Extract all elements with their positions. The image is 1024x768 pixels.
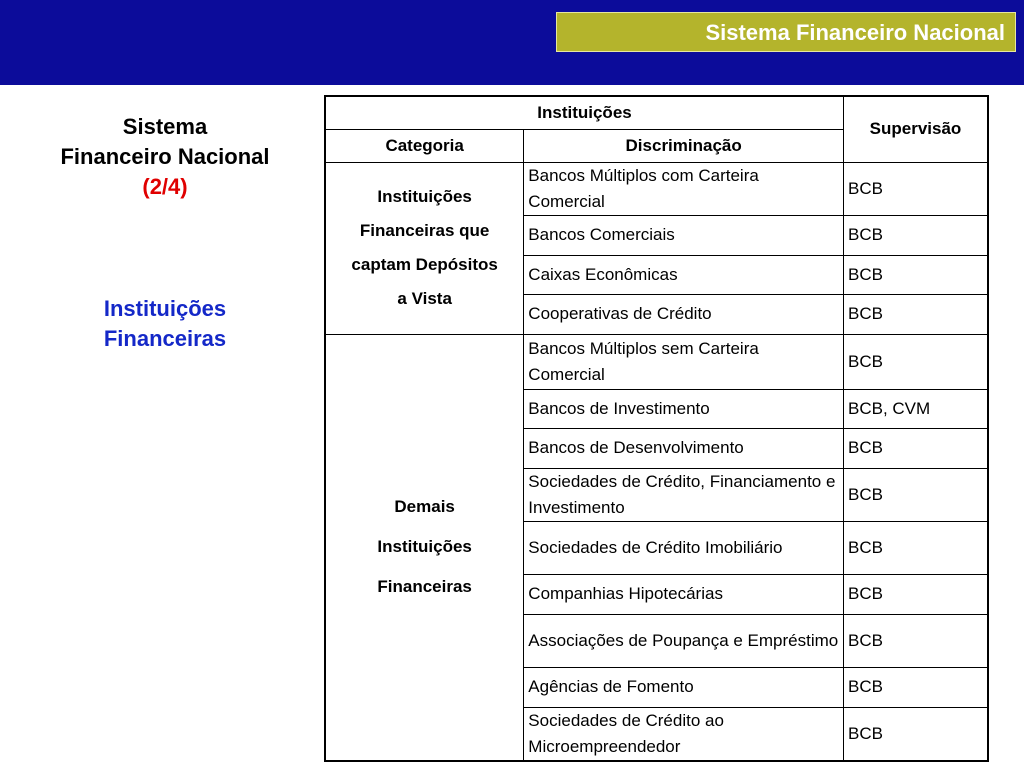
- category-line: captam Depósitos: [351, 255, 498, 274]
- supervisao-cell: BCB: [844, 215, 989, 255]
- discriminacao-cell: Bancos Múltiplos com Carteira Comercial: [524, 162, 844, 215]
- discriminacao-cell: Bancos Comerciais: [524, 215, 844, 255]
- side-title-line1: Sistema: [122, 114, 208, 139]
- table-header-row: [325, 96, 988, 129]
- discriminacao-cell: Sociedades de Crédito ao Microempreendedor: [524, 707, 844, 761]
- side-title: [30, 112, 300, 202]
- header-instituicoes: Instituições: [325, 96, 844, 129]
- category-line: Instituições: [377, 187, 472, 206]
- header-bar: [0, 0, 1024, 85]
- discriminacao-cell: Companhias Hipotecárias: [524, 574, 844, 614]
- category-line: a Vista: [397, 289, 452, 308]
- discriminacao-cell: Bancos de Investimento: [524, 389, 844, 428]
- page-indicator: (2/4): [142, 174, 188, 199]
- discriminacao-cell: Associações de Poupança e Empréstimo: [524, 614, 844, 667]
- header-discriminacao: Discriminação: [524, 129, 844, 162]
- supervisao-cell: BCB: [844, 521, 989, 574]
- category-line: Instituições: [377, 537, 472, 556]
- supervisao-cell: BCB: [844, 707, 989, 761]
- supervisao-cell: BCB: [844, 468, 989, 521]
- supervisao-cell: BCB, CVM: [844, 389, 989, 428]
- side-subtitle: [30, 294, 300, 354]
- header-categoria: Categoria: [325, 129, 524, 162]
- discriminacao-cell: Bancos Múltiplos sem Carteira Comercial: [524, 334, 844, 389]
- supervisao-cell: BCB: [844, 255, 989, 294]
- slide-title: Sistema Financeiro Nacional: [556, 12, 1016, 52]
- supervisao-cell: BCB: [844, 334, 989, 389]
- supervisao-cell: BCB: [844, 162, 989, 215]
- category-cell-captam: [325, 162, 524, 334]
- category-cell-demais: [325, 334, 524, 761]
- side-title-line2: Financeiro Nacional: [60, 144, 270, 169]
- discriminacao-cell: Caixas Econômicas: [524, 255, 844, 294]
- discriminacao-cell: Sociedades de Crédito Imobiliário: [524, 521, 844, 574]
- discriminacao-cell: Bancos de Desenvolvimento: [524, 428, 844, 468]
- discriminacao-cell: Agências de Fomento: [524, 667, 844, 707]
- category-line: Financeiras que: [359, 221, 490, 240]
- discriminacao-cell: Sociedades de Crédito, Financiamento e Investimento: [524, 468, 844, 521]
- category-line: Financeiras: [377, 577, 472, 596]
- supervisao-cell: BCB: [844, 574, 989, 614]
- supervisao-cell: BCB: [844, 614, 989, 667]
- table-row: [325, 162, 988, 215]
- table-row: [325, 334, 988, 389]
- side-subtitle-line2: Financeiras: [103, 326, 227, 351]
- discriminacao-cell: Cooperativas de Crédito: [524, 294, 844, 334]
- header-supervisao: Supervisão: [844, 96, 989, 162]
- supervisao-cell: BCB: [844, 428, 989, 468]
- side-subtitle-line1: Instituições: [103, 296, 227, 321]
- category-line: Demais: [394, 497, 455, 516]
- supervisao-cell: BCB: [844, 294, 989, 334]
- institutions-table: [324, 95, 989, 762]
- supervisao-cell: BCB: [844, 667, 989, 707]
